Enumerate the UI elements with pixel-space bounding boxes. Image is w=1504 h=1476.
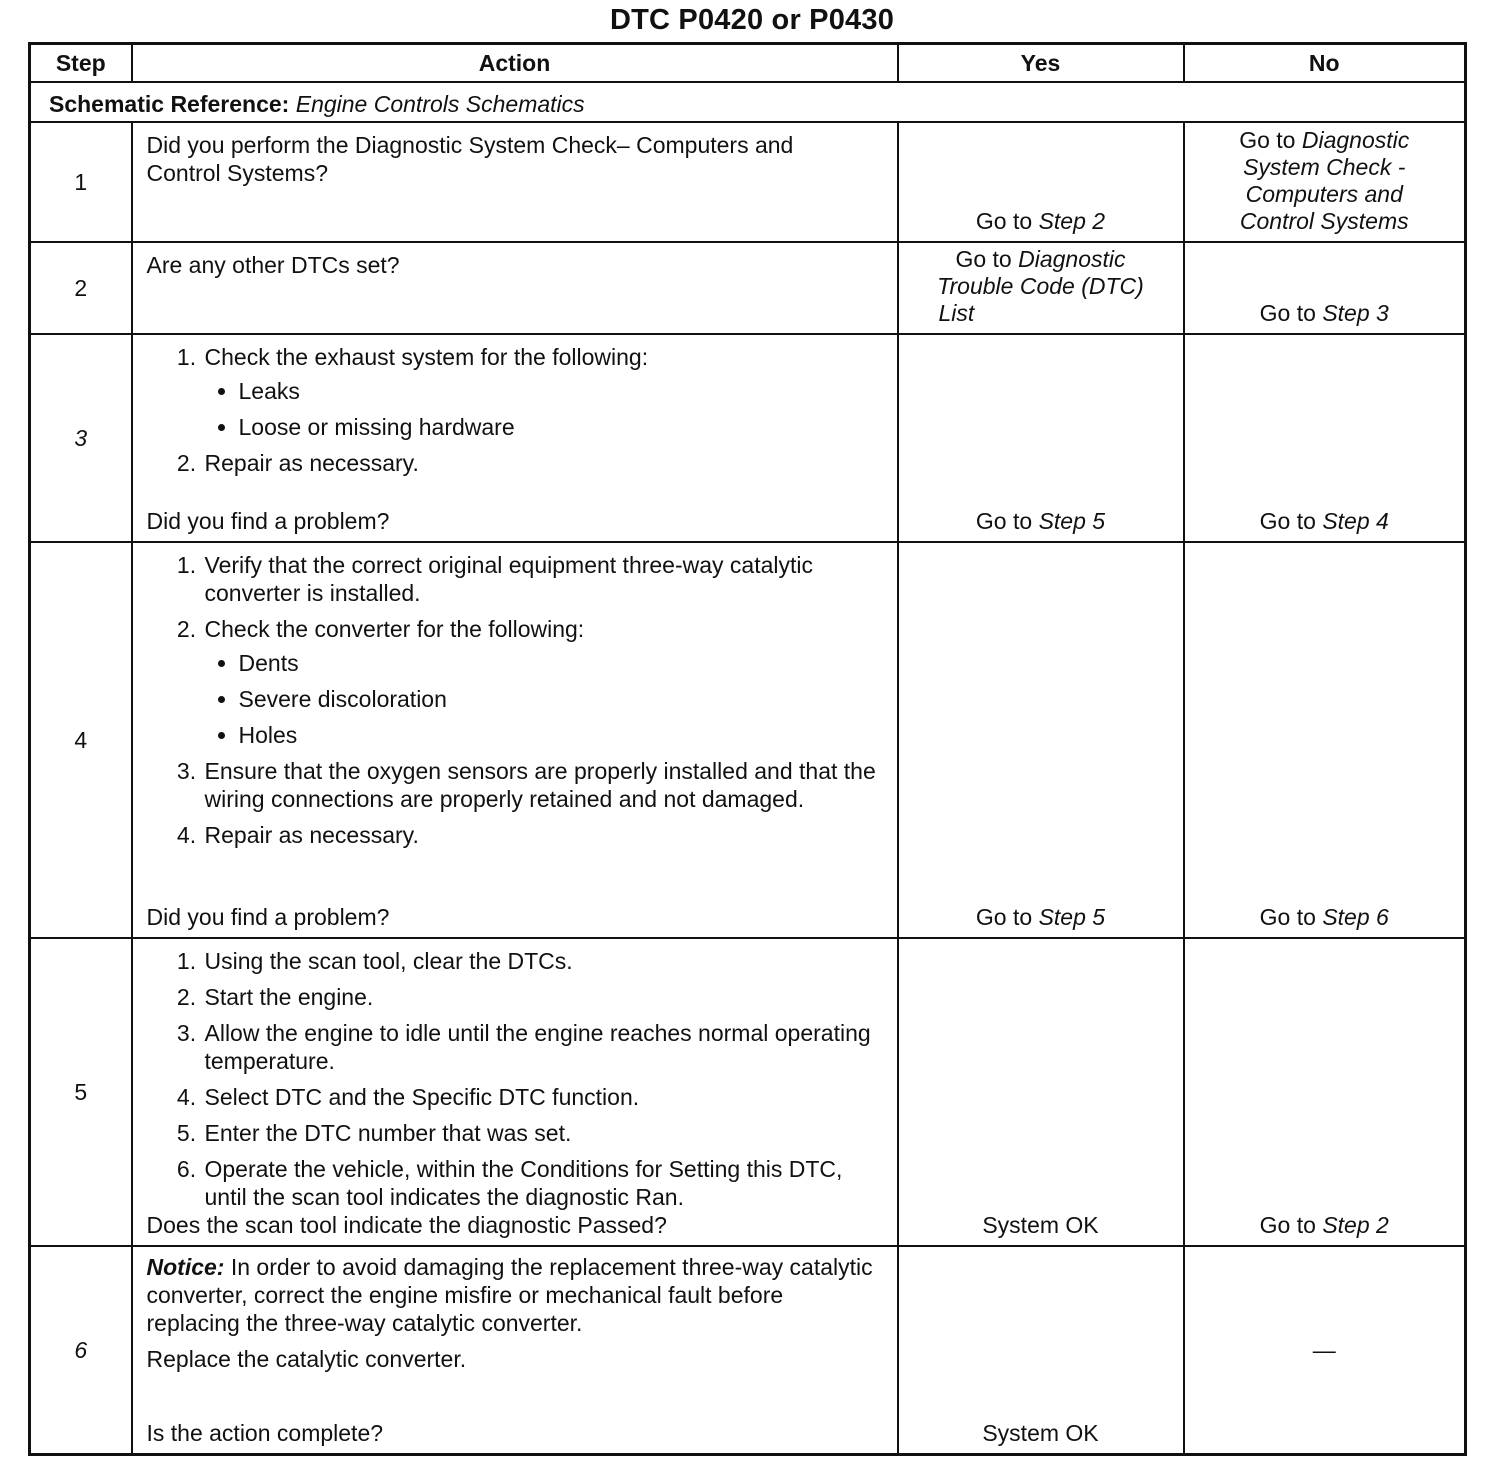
go-to-text: Go to	[975, 207, 1033, 234]
table-row	[30, 242, 1466, 334]
list-item: 2. Repair as necessary.	[203, 449, 883, 477]
table-row	[30, 122, 1466, 242]
yes-cell: System OK	[898, 938, 1184, 1246]
step-list	[147, 343, 883, 477]
action-cell	[132, 242, 898, 334]
go-to-text: Go to	[1259, 903, 1316, 930]
no-link[interactable]: Step 4	[1322, 507, 1389, 534]
bullet-item: • Severe discoloration	[239, 685, 883, 713]
action-cell	[132, 122, 898, 242]
action-text: Are any other DTCs set?	[146, 251, 400, 278]
go-to-text: Go to	[955, 245, 1012, 272]
bullet-list	[205, 377, 883, 441]
dtc-table	[28, 42, 1467, 1456]
no-link[interactable]: Step 3	[1322, 299, 1389, 326]
question-text: Does the scan tool indicate the diagnostic Passed?	[146, 1211, 667, 1238]
no-link-line[interactable]: Control Systems	[1239, 207, 1409, 234]
step-number: 4	[30, 542, 132, 938]
action-cell	[132, 334, 898, 542]
step-number: 1	[30, 122, 132, 242]
bullet-item: • Leaks	[239, 377, 883, 405]
step-number: 6	[30, 1246, 132, 1455]
go-to-text: Go to	[1259, 507, 1316, 534]
instruction-text: Replace the catalytic converter.	[146, 1345, 467, 1372]
yes-link-line[interactable]: List	[938, 299, 975, 326]
question-text: Did you find a problem?	[146, 507, 390, 534]
yes-cell	[898, 334, 1184, 542]
header-row	[30, 44, 1466, 82]
list-item: 4. Repair as necessary.	[203, 821, 883, 849]
table-row	[30, 1246, 1466, 1455]
page-title: DTC P0420 or P0430	[609, 4, 895, 36]
list-item: 5. Enter the DTC number that was set.	[203, 1119, 883, 1147]
go-to-text: Go to	[975, 507, 1033, 534]
question-text: Is the action complete?	[146, 1420, 384, 1446]
notice-label: Notice:	[146, 1253, 225, 1280]
yes-cell	[898, 122, 1184, 242]
bullet-list	[205, 649, 883, 749]
question-text: Did you find a problem?	[146, 903, 390, 930]
action-cell	[132, 542, 898, 938]
action-cell	[132, 938, 898, 1246]
no-cell: —	[1184, 1246, 1466, 1455]
col-header-no: No	[1184, 44, 1466, 82]
list-item-text: Check the converter for the following:	[204, 615, 585, 642]
go-to-text: Go to	[1259, 299, 1316, 326]
list-item: 4. Select DTC and the Specific DTC function.	[203, 1083, 883, 1111]
action-cell	[132, 1246, 898, 1455]
no-link[interactable]: Step 2	[1322, 1211, 1389, 1238]
yes-cell	[898, 542, 1184, 938]
no-cell	[1184, 334, 1466, 542]
list-item: 1. Verify that the correct original equipment three-way catalytic converter is installed.	[203, 551, 883, 607]
bullet-item: • Dents	[239, 649, 883, 677]
action-text: Did you perform the Diagnostic System Check– Computers and Control Systems?	[146, 131, 794, 186]
yes-link[interactable]: Diagnostic	[1018, 245, 1126, 272]
bullet-item: • Loose or missing hardware	[239, 413, 883, 441]
schematic-row	[30, 82, 1466, 122]
step-number: 3	[30, 334, 132, 542]
schematic-reference	[30, 82, 1466, 122]
table-row	[30, 334, 1466, 542]
col-header-yes: Yes	[898, 44, 1184, 82]
table-row	[30, 542, 1466, 938]
yes-link[interactable]: Step 5	[1038, 507, 1106, 534]
no-link-line[interactable]: System Check -	[1243, 153, 1406, 180]
col-header-action: Action	[132, 44, 898, 82]
step-number: 5	[30, 938, 132, 1246]
no-cell	[1184, 542, 1466, 938]
list-item: 3. Ensure that the oxygen sensors are properly installed and that the wiring connections are properly retained and not damaged.	[203, 757, 883, 813]
go-to-text: Go to	[1259, 1211, 1316, 1238]
yes-link[interactable]: Step 5	[1038, 903, 1106, 930]
notice-paragraph	[147, 1253, 883, 1337]
no-cell	[1184, 122, 1466, 242]
step-number: 2	[30, 242, 132, 334]
no-cell	[1184, 938, 1466, 1246]
list-item: 3. Allow the engine to idle until the engine reaches normal operating temperature.	[203, 1019, 883, 1075]
step-list	[147, 551, 883, 849]
bullet-item: • Holes	[239, 721, 883, 749]
schematic-label: Schematic Reference:	[49, 90, 290, 117]
table-row	[30, 938, 1466, 1246]
col-header-step: Step	[30, 44, 132, 82]
no-cell	[1184, 242, 1466, 334]
list-item-text: Check the exhaust system for the following:	[204, 343, 649, 370]
list-item: 2. Start the engine.	[203, 983, 883, 1011]
notice-text: In order to avoid damaging the replacement three-way catalytic converter, correct the engine misfire or mechanical fault before replacing the three-way catalytic converter.	[146, 1253, 873, 1336]
no-link[interactable]: Step 6	[1322, 903, 1389, 930]
yes-cell	[898, 242, 1184, 334]
go-to-text: Go to	[975, 903, 1033, 930]
yes-link[interactable]: Step 2	[1038, 207, 1106, 234]
yes-link-line[interactable]: Trouble Code (DTC)	[937, 272, 1144, 299]
list-item	[203, 343, 883, 441]
schematic-link[interactable]: Engine Controls Schematics	[295, 90, 585, 117]
step-list	[147, 947, 883, 1211]
list-item: 1. Using the scan tool, clear the DTCs.	[203, 947, 883, 975]
list-item: 6. Operate the vehicle, within the Conditions for Setting this DTC, until the scan tool indicates the diagnostic Ran.	[203, 1155, 883, 1211]
no-link[interactable]: Diagnostic	[1301, 126, 1410, 153]
go-to-text: Go to	[1239, 126, 1296, 153]
yes-cell: System OK	[898, 1246, 1184, 1455]
list-item	[203, 615, 883, 749]
no-link-line[interactable]: Computers and	[1245, 180, 1403, 207]
